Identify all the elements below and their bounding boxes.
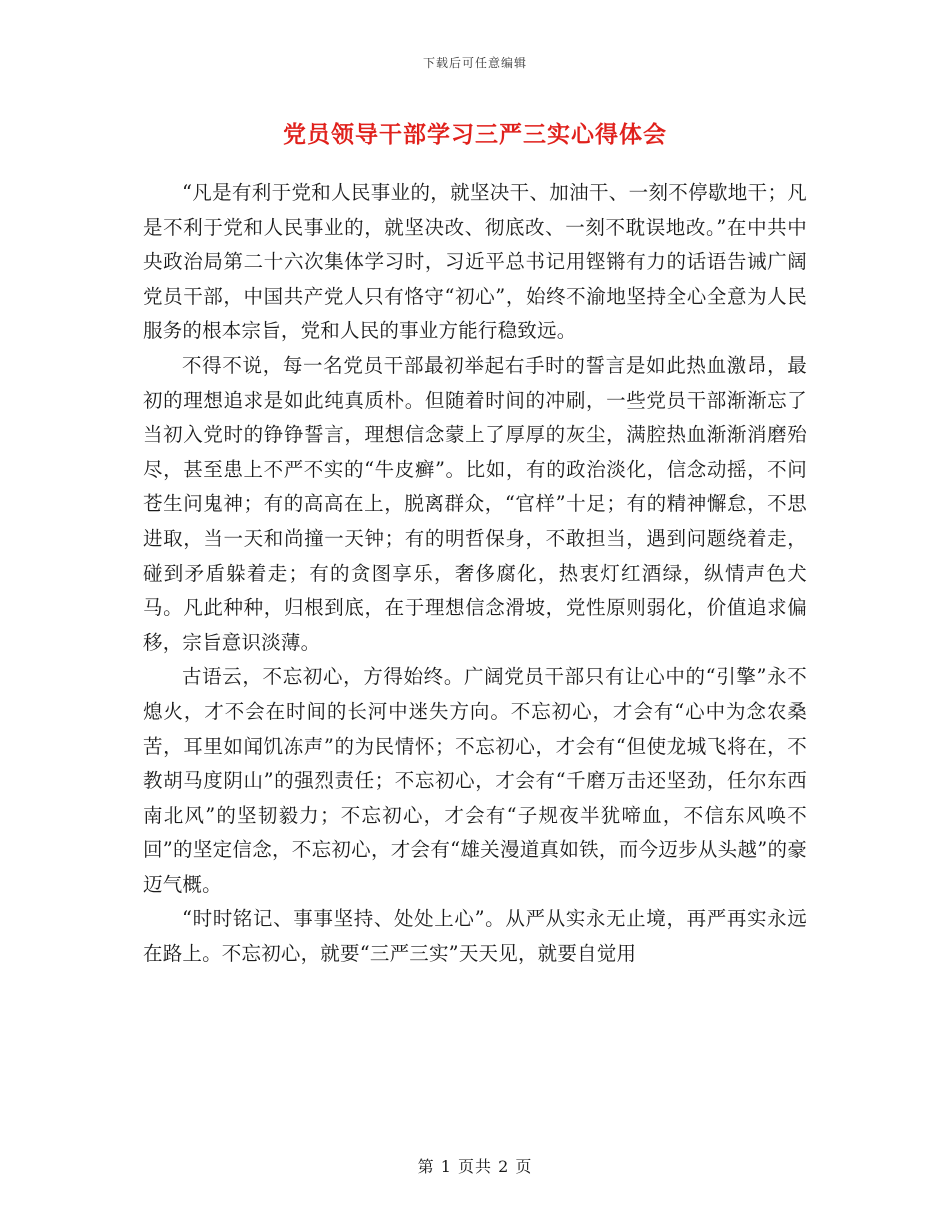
paragraph-1: “凡是有利于党和人民事业的，就坚决干、加油干、一刻不停歇地干；凡是不利于党和人民事业的，就坚决改、彻底改、一刻不耽误地改。”在中共中央政治局第二十六次集体学习时，习近平总书记用铿锵有力的话语告诫广阔党员干部，中国共产党人只有恪守“初心”，始终不渝地坚持全心全意为人民服务的根本宗旨，党和人民的事业方能行稳致远。 — [143, 181, 807, 343]
document-title: 党员领导干部学习三严三实心得体会 — [283, 121, 667, 148]
paragraph-4: “时时铭记、事事坚持、处处上心”。从严从实永无止境，再严再实永远在路上。不忘初心，就要“三严三实”天天见，就要自觉用 — [143, 907, 807, 966]
page-number: 第 1 页共 2 页 — [417, 1157, 533, 1176]
document-body — [143, 176, 807, 972]
paragraph-3: 古语云，不忘初心，方得始终。广阔党员干部只有让心中的“引擎”永不熄火，才不会在时间的长河中迷失方向。不忘初心，才会有“心中为念农桑苦，耳里如闻饥冻声”的为民情怀；不忘初心，才会有“但使龙城飞将在，不教胡马度阴山”的强烈责任；不忘初心，才会有“千磨万击还坚劲，任尔东西南北风”的坚韧毅力；不忘初心，才会有“子规夜半犹啼血，不信东风唤不回”的坚定信念，不忘初心，才会有“雄关漫道真如铁，而今迈步从头越”的豪迈气概。 — [143, 665, 807, 896]
paragraph-2: 不得不说，每一名党员干部最初举起右手时的誓言是如此热血激昂，最初的理想追求是如此纯真质朴。但随着时间的冲刷，一些党员干部渐渐忘了当初入党时的铮铮誓言，理想信念蒙上了厚厚的灰尘，满腔热血渐渐消磨殆尽，甚至患上不严不实的“牛皮癣”。比如，有的政治淡化，信念动摇，不问苍生问鬼神；有的高高在上，脱离群众，“官样”十足；有的精神懈怠，不思进取，当一天和尚撞一天钟；有的明哲保身，不敢担当，遇到问题绕着走，碰到矛盾躲着走；有的贪图享乐，奢侈腐化，热衷灯红酒绿，纵情声色犬马。凡此种种，归根到底，在于理想信念滑坡，党性原则弱化，价值追求偏移，宗旨意识淡薄。 — [143, 353, 807, 654]
header-note: 下载后可任意编辑 — [422, 56, 527, 70]
